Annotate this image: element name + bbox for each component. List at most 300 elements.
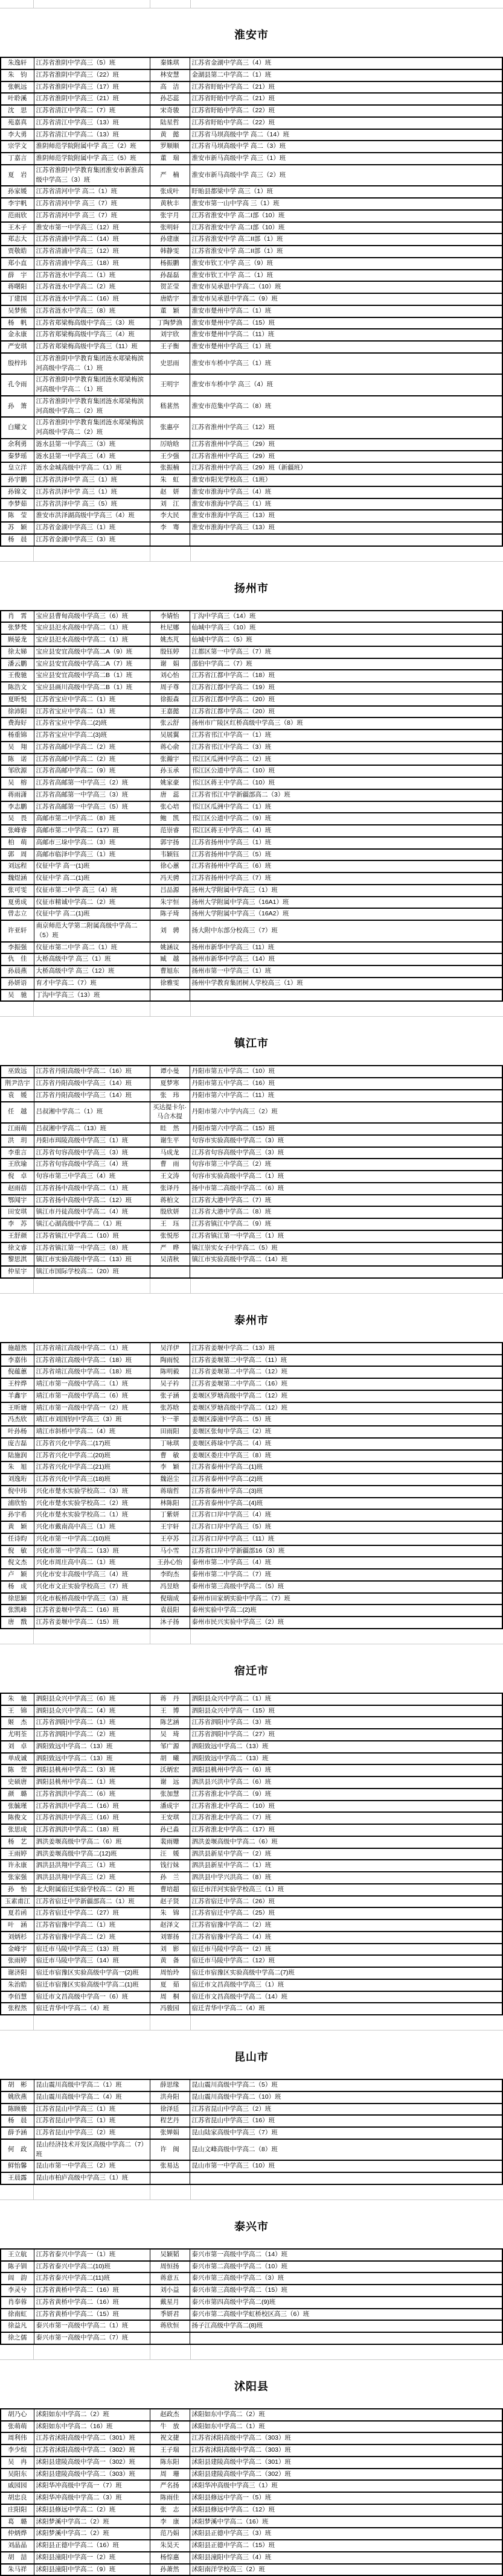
student-name-cell: 皇立洋 [1,462,34,474]
student-name-cell: 刘炳杉 [1,1932,34,1944]
school-class-cell: 昆山市第一中学高三（2）班 [34,2160,150,2172]
student-name-cell: 丁建国 [1,293,34,305]
table-row [1,1860,502,1872]
student-name-cell: 黄 懿 [150,129,190,141]
student-name-cell: 吴颖韬 [150,2249,190,2261]
student-name-cell [150,990,190,1002]
table-row [1,486,502,498]
school-class-cell: 江苏省扬中高级中学高二（1）班 [34,1183,150,1195]
school-class-cell: 姜堰区蒋垛中学高二（4）班 [190,1438,502,1450]
table-row [1,694,502,706]
student-name-cell: 王雨婷 [1,1848,34,1860]
school-class-cell: 江苏省淮州中学高三（29）班 [190,451,502,463]
school-class-cell: 江苏省黄桥中学高二（16）班 [34,2285,150,2297]
table-row [1,1872,502,1884]
school-class-cell: 扬中市第二高级中学高二（6）班 [190,1183,502,1195]
table-row [1,1230,502,1242]
school-class-cell: 江苏省淮阴中学教育集团涟水郑梁梅滨河高级中学高二（1）班 [34,374,150,396]
school-class-cell: 沭阳县建陵高级中学高二（303）班 [34,2469,150,2481]
roster-table [0,2248,503,2345]
table-row [1,611,502,623]
student-name-cell: 鲜怡馨 [1,2160,34,2172]
table-row [1,1907,502,1919]
student-name-cell: 江雨萌 [1,1123,34,1135]
student-name-cell: 刘远程 [1,860,34,873]
city-header: 沭阳县 [234,2380,269,2393]
student-name-cell: 何 政 [1,2139,34,2161]
student-name-cell: 徐心蕙 [150,860,190,873]
school-class-cell: 沭阳梦溪中学高二（2）班 [34,2516,150,2528]
table-row [1,1254,502,1266]
table-row [1,1414,502,1426]
school-class-cell: 江苏省清河中学 高三（7）班 [34,198,150,210]
student-name-cell: 买达提卡尔·马合木提 [150,1102,190,1124]
school-class-cell: 扬州市新华中学高三（14）班 [190,953,502,965]
student-name-cell: 陶雨悦 [150,1355,190,1367]
school-class-cell: 泰州市第三高级中学高二（5）班 [190,1581,502,1593]
student-name-cell: 董 颖 [150,305,190,317]
student-name-cell: 薛 宇 [1,270,34,282]
school-class-cell: 泗阳县桃州中学高一（6）班 [190,1764,502,1776]
student-name-cell: 玉素甫江 [1,1896,34,1908]
student-name-cell: 金永康 [1,329,34,341]
student-name-cell: 张思成 [1,1824,34,1836]
table-row [1,1102,502,1124]
school-class-cell: 江苏省靖江高级中学高二（18）班 [34,1366,150,1378]
student-name-cell [150,534,190,546]
student-name-cell: 刘 江 [150,498,190,510]
school-class-cell: 丹阳市第五中学高二（16）班 [190,1078,502,1090]
table-row [1,81,502,94]
student-name-cell: 陈艺涵 [150,1717,190,1729]
table-row [1,908,502,920]
school-class-cell: 沭阳县修远中学高二（12）班 [190,2504,502,2516]
student-name-cell: 赵雨蓓 [1,1183,34,1195]
student-name-cell: 刘霏扬 [150,1932,190,1944]
student-name-cell: 曹培超 [150,1884,190,1896]
school-class-cell: 江苏省扬州中学高三（7）班 [190,873,502,885]
school-class-cell: 江苏省高邮第一中学高三（3）班 [34,789,150,801]
student-name-cell: 鲍 凯 [150,813,190,825]
table-row [1,165,502,186]
student-name-cell: 陈东阳 [150,2457,190,2469]
table-row [1,2421,502,2433]
school-class-cell: 宿迁市文昌高级中学高三（1）班 [190,1979,502,1991]
table-row [1,305,502,317]
table-row [1,2540,502,2552]
school-class-cell: 泗洪县新星中学高二（1）班 [190,1860,502,1872]
school-class-cell: 宝应县氾水高级中学高二（1）班 [34,634,150,646]
table-row [1,1604,502,1617]
student-name-cell: 周恒扬 [150,2261,190,2273]
school-class-cell: 沭阳如东中学高二（1）班 [190,2421,502,2433]
student-name-cell: 王 珏 [150,1218,190,1230]
school-class-cell: 扬州市新华中学高三（11）班 [190,942,502,954]
table-row [1,281,502,293]
school-class-cell: 沭阳县建陵高级中学高一（302）班 [34,2457,150,2469]
table-row [1,825,502,837]
student-name-cell: 朱 虹 [150,474,190,486]
student-name-cell: 陈顾骏 [1,2104,34,2116]
student-name-cell: 王安琪 [150,1812,190,1824]
school-class-cell: 江苏省涟水中学高二（2）班 [34,281,150,293]
table-row [1,2444,502,2457]
student-name-cell: 林陈阳 [150,1498,190,1510]
school-class-cell: 江苏省镇江中学高二（10）班 [34,1230,150,1242]
grid-cell [191,1629,503,1644]
school-class-cell: 江苏省高邮中学高二（9）班 [34,765,150,777]
table-row [1,2172,502,2184]
table-row [1,1171,502,1183]
school-class-cell: 扬州中学教育集团树人学校高三（1）班 [190,978,502,990]
student-name-cell: 吴子衿 [150,1378,190,1390]
school-class-cell: 涟水县第一中学高三（3）班 [34,439,150,451]
student-name-cell: 胡忠良 [1,2492,34,2504]
city-header: 镇江市 [234,1037,269,1050]
student-name-cell: 陈子钏 [1,2261,34,2273]
school-class-cell: 江苏省江都中学高二（18）班 [190,670,502,682]
school-class-cell: 江苏省淮阴中学高三（17）班 [34,81,150,94]
student-name-cell: 邹广源 [150,1741,190,1753]
student-name-cell: 宋奇骏 [150,105,190,117]
student-name-cell: 王 锦 [1,1705,34,1717]
student-name-cell: 黄秋丰 [150,198,190,210]
table-row [1,1693,502,1705]
table-row [1,1593,502,1605]
student-name-cell: 仲炳烨 [1,2528,34,2540]
school-class-cell: 江苏省金湖中学高三（1）班 [34,522,150,534]
student-name-cell: 周子尊 [150,682,190,694]
student-name-cell: 张云舒 [150,717,190,730]
school-class-cell: 江苏省泗洪中学高二（6）班 [34,1789,150,1801]
student-name-cell: 陆施润 [1,1450,34,1462]
grid-cell [191,0,503,8]
school-class-cell: 大桥高级中学 高三（1）班 [34,953,150,965]
student-name-cell: 王文涛 [150,1171,190,1183]
table-row [1,234,502,246]
school-class-cell: 江苏省泗阳中学高二（2）班 [34,1729,150,1741]
table-row [1,1450,502,1462]
student-name-cell: 肖 霄 [1,611,34,623]
school-class-cell: 泰州实验中学高二(2)班 [190,1604,502,1617]
student-name-cell: 杨 艺 [1,1836,34,1848]
school-class-cell: 昆山震川高级中学高二（5）班 [190,2079,502,2091]
student-name-cell: 夏勇成 [1,897,34,909]
school-class-cell: 沭阳华冲高级中学高二（3）班 [34,2492,150,2504]
school-class-cell: 沭阳县正德中学高三（3）班 [190,2528,502,2540]
school-class-cell: 江苏省高邮中学高二（2）班 [34,742,150,754]
school-class-cell: 泰兴市第三高级中学高二（3）班 [190,2272,502,2285]
student-name-cell: 杨 帆 [1,317,34,329]
city-header: 宿迁市 [234,1664,269,1677]
student-name-cell: 张易达 [150,2160,190,2172]
school-class-cell: 江苏省泗阳中学高二（27）班 [190,1729,502,1741]
table-row [1,658,502,670]
student-name-cell: 严 晔 [150,1242,190,1255]
school-class-cell: 江苏省淮安中学 高二II部（1）班 [190,246,502,258]
school-class-cell: 江苏省昆山中学高三（1）班 [34,2104,150,2116]
school-class-cell: 江苏省高邮第一中学高三（2）班 [34,777,150,789]
student-name-cell: 薛予涵 [1,2127,34,2139]
student-name-cell: 田安琪 [1,1206,34,1218]
table-row [1,1581,502,1593]
grid-cell [34,2185,150,2199]
table-row [1,293,502,305]
school-class-cell: 江苏省扬州中学高三（6）班 [190,860,502,873]
school-class-cell: 江苏省沭阳高级中学高二（303）班 [190,2432,502,2444]
school-class-cell: 宿迁市宿豫区实验高级中学高二(7)班 [190,1967,502,1979]
table-row [1,1135,502,1147]
table-row [1,1355,502,1367]
school-class-cell: 兴化市第一中学高二（13）班 [34,1545,150,1557]
table-row [1,860,502,873]
student-name-cell: 蒋心俞 [150,742,190,754]
student-name-cell: 蒋瑞哲 [150,1486,190,1498]
school-class-cell: 江苏省淮北中学高二（10）班 [190,1801,502,1813]
school-class-cell: 泗阳县桃州中学高二（3）班 [34,1764,150,1776]
table-row [1,2504,502,2516]
student-name-cell: 孙妍语 [1,978,34,990]
school-class-cell: 沭阳南洋学校高三（2）班 [190,2564,502,2576]
school-class-cell: 泗阳致远中学高二（13）班 [190,1753,502,1765]
school-class-cell: 淮安市第一中学高三（12）班 [34,222,150,234]
student-name-cell: 张 志 [150,2504,190,2516]
table-row [1,2115,502,2127]
school-class-cell: 宝应县安宜高级中学高二A（9）班 [34,646,150,658]
student-name-cell: 冯骏园 [150,2003,190,2015]
table-row [1,1789,502,1801]
student-name-cell: 庞吉磊 [1,1438,34,1450]
school-class-cell: 江苏省泗洪中学高二（18）班 [34,1824,150,1836]
student-name-cell: 倪蕴蕙 [1,1366,34,1378]
table-row [1,1967,502,1979]
student-name-cell: 韦颖钰 [150,849,190,861]
student-name-cell: 苑嘉真 [1,117,34,129]
school-class-cell: 涟水金城高级中学高二（1）班 [34,462,150,474]
school-class-cell [190,2172,502,2184]
grid-cell [150,2015,191,2030]
school-class-cell: 姜堰区罗塘高级中学高二（12）班 [190,1390,502,1402]
grid-cell [191,2015,503,2030]
student-name-cell [150,2172,190,2184]
table-row [1,2139,502,2161]
student-name-cell: 许亚轩 [1,920,34,942]
table-row [1,341,502,353]
school-class-cell: 江苏省淮阴中学高三（5）班 [34,57,150,69]
school-class-cell: 江苏省高邮第一中学高三（5）班 [34,801,150,813]
city-header: 扬州市 [234,582,269,594]
table-row [1,1123,502,1135]
table-row [1,186,502,198]
student-name-cell: 丁咏琪 [150,1438,190,1450]
school-class-cell: 宿迁市文昌高级中学高二（14）班 [190,1991,502,2003]
table-row [1,1776,502,1789]
school-class-cell: 江苏省宿迁中学高二（27）班 [34,1907,150,1919]
student-name-cell: 王明宇 [150,374,190,396]
school-class-cell: 宝应县氾水高级中学高二（1）班 [34,622,150,634]
student-name-cell: 冯昱晗 [150,1581,190,1593]
school-class-cell: 镇江市实验高级中学高二（14）班 [190,1254,502,1266]
school-class-cell: 淮阴师范学院附属中学 高三（2）班 [34,141,150,153]
student-name-cell: 张峰睿 [1,825,34,837]
school-class-cell: 金湖县第二中学高二（1）班 [190,69,502,81]
student-name-cell: 李嘉伟 [1,1355,34,1367]
school-class-cell: 江苏省口岸中学高三（4）班 [190,1509,502,1521]
table-row [1,2528,502,2540]
school-class-cell: 育才中学高二（7）班 [34,978,150,990]
table-row [1,2079,502,2091]
table-row [1,2249,502,2261]
student-name-cell: 谭小曼 [150,1066,190,1078]
student-name-cell: 嵇葚然 [150,396,190,418]
student-name-cell: 张宇月 [150,210,190,222]
student-name-cell: 秦梦瑶 [1,451,34,463]
table-row [1,646,502,658]
school-class-cell: 江苏省清江中学高二（13）班 [34,129,150,141]
school-class-cell: 扬州大学附属中学高三（16A2）班 [190,908,502,920]
school-class-cell: 泗洪姜堰高级中学高二（6）班 [34,1836,150,1848]
table-row [1,439,502,451]
student-name-cell: 沈 思 [1,105,34,117]
student-name-cell: 杨悰惠 [150,2552,190,2564]
school-class-cell: 丹阳市第五中学高二（10）班 [190,1066,502,1078]
school-class-cell: 泰州市第二中学高三（4）班 [190,1557,502,1569]
student-name-cell: 许 闽 [150,2139,190,2161]
school-class-cell: 涟水县第一中学高三（4）班 [34,451,150,463]
student-name-cell: 冯天骋 [150,873,190,885]
student-name-cell: 姚欣燕 [1,2091,34,2104]
table-row [1,396,502,418]
school-class-cell: 江苏省淮阴中学高三（21）班 [34,93,150,105]
school-class-cell: 江苏省泰州中学高二(3)班 [190,1486,502,1498]
school-class-cell: 沭阳梦溪中学高二（2）班 [34,2528,150,2540]
school-class-cell: 江苏省靖江高级中学高二（18）班 [34,1355,150,1367]
school-class-cell: 沭阳县建陵高级中学高二（301）班 [190,2457,502,2469]
school-class-cell: 江苏省淮安中学 高二II部（1）班 [190,234,502,246]
school-class-cell: 江苏省泰兴中学高二(10)班 [34,2261,150,2273]
table-row [1,942,502,954]
school-class-cell: 北大附属宿迁实验学校高二（2）班 [34,1884,150,1896]
table-row [1,2480,502,2492]
student-name-cell: 曹 雨 [150,1159,190,1171]
student-name-cell: 王宇轩 [150,1521,190,1533]
school-class-cell: 江苏省淮阴中学教育集团涟水郑梁梅滨河高级中学高二（2）班 [34,396,150,418]
school-class-cell: 江苏省泰兴中学高二(11)班 [34,2272,150,2285]
table-row [1,1919,502,1932]
school-class-cell: 江苏省姜堰第二中学高二（11）班 [190,1355,502,1367]
school-class-cell: 泗阳县众兴中学高三（6）班 [34,1693,150,1705]
table-row [1,2003,502,2015]
grid-cell [150,1279,191,1293]
table-row [1,374,502,396]
student-name-cell: 陈 萱 [1,1764,34,1776]
school-class-cell: 江苏省兴化中学高二(21)班 [34,1461,150,1474]
school-class-cell: 淮安市淮海中学高三（13）班 [190,522,502,534]
student-name-cell: 殷欣妍 [150,1206,190,1218]
table-row [1,885,502,897]
student-name-cell: 陈俊文 [1,1812,34,1824]
student-name-cell: 钱行妹 [150,1860,190,1872]
school-class-cell: 江苏省兴化中学高三(18)班 [34,1474,150,1486]
table-row [1,1147,502,1159]
student-name-cell: 苏 颖 [1,522,34,534]
student-name-cell: 陈雨佳 [150,2492,190,2504]
student-name-cell: 张悦彤 [150,1230,190,1242]
section-separator-row [0,1002,503,1017]
table-row [1,1343,502,1355]
section-separator-row [0,2015,503,2031]
student-name-cell: 魏浥尘 [150,1474,190,1486]
student-name-cell: 张译丹 [150,1183,190,1195]
student-name-cell: 王子衡 [150,341,190,353]
table-row [1,1390,502,1402]
student-name-cell: 陈 莹 [1,510,34,522]
school-class-cell: 泰兴市第一高级中学高二（1）班 [34,2320,150,2332]
student-name-cell: 眭 然 [150,1123,190,1135]
table-row [1,317,502,329]
student-name-cell: 朱 旭 [1,1461,34,1474]
grid-cell [191,2185,503,2199]
student-name-cell: 李 苏 [1,1218,34,1230]
student-name-cell: 夏梦寒 [150,1078,190,1090]
student-name-cell: 张程然 [1,2003,34,2015]
student-name-cell: 陈明毅 [150,1366,190,1378]
table-row [1,1206,502,1218]
student-name-cell [150,2332,190,2344]
school-class-cell: 江苏省丹阳高级中学高二（16）班 [34,1066,150,1078]
school-class-cell: 江苏省宿迁中学新疆部高二（1）班 [34,1896,150,1908]
student-name-cell: 孙芯蕊 [150,93,190,105]
school-class-cell: 泗阳县桃州中学高二（1）班 [34,1776,150,1789]
school-class-cell: 江苏省清浦中学高三（18）班 [34,258,150,270]
student-name-cell: 史思雨 [150,353,190,375]
city-header: 泰州市 [234,1314,269,1326]
student-name-cell: 李宇帆 [1,198,34,210]
student-name-cell: 王晨露 [1,2172,34,2184]
table-row [1,2127,502,2139]
school-class-cell: 镇江崇实女子中学高二（5）班 [190,1242,502,1255]
student-name-cell: 卞一菲 [150,1414,190,1426]
table-row [1,1932,502,1944]
student-name-cell: 周怡玲 [150,1967,190,1979]
school-class-cell: 江苏省马坝高级中学 高二（14）班 [190,129,502,141]
table-row [1,2285,502,2297]
table-row [1,742,502,754]
school-class-cell: 江苏省口岸中学高三（5）班 [190,1521,502,1533]
school-class-cell: 丁沟中学高三（14）班 [190,611,502,623]
table-row [1,1753,502,1765]
student-name-cell: 施超然 [1,1343,34,1355]
table-row [1,754,502,766]
student-name-cell: 张家强 [1,1872,34,1884]
school-class-cell: 江苏省宿豫中学高二（2）班 [190,1919,502,1932]
student-name-cell: 蒋柏文 [150,1195,190,1207]
school-class-cell: 江苏省宝应中学高二(2)班 [34,717,150,730]
student-name-cell: 任 越 [1,1102,34,1124]
student-name-cell: 贺芷莹 [150,281,190,293]
table-row [1,682,502,694]
school-class-cell: 丹阳市第六中学高二（15）班 [190,1123,502,1135]
student-name-cell: 沃炳宏 [150,1764,190,1776]
school-class-cell: 宝应县曹甸高级中学高三（6）班 [34,611,150,623]
student-name-cell: 李大勇 [1,129,34,141]
student-name-cell: 王 博 [150,1705,190,1717]
student-name-cell: 孙建康 [150,234,190,246]
student-name-cell: 孙玉承 [150,765,190,777]
student-name-cell: 尤明荃 [1,1729,34,1741]
student-name-cell: 范雨欣 [1,210,34,222]
student-name-cell: 胡 彬 [1,2079,34,2091]
